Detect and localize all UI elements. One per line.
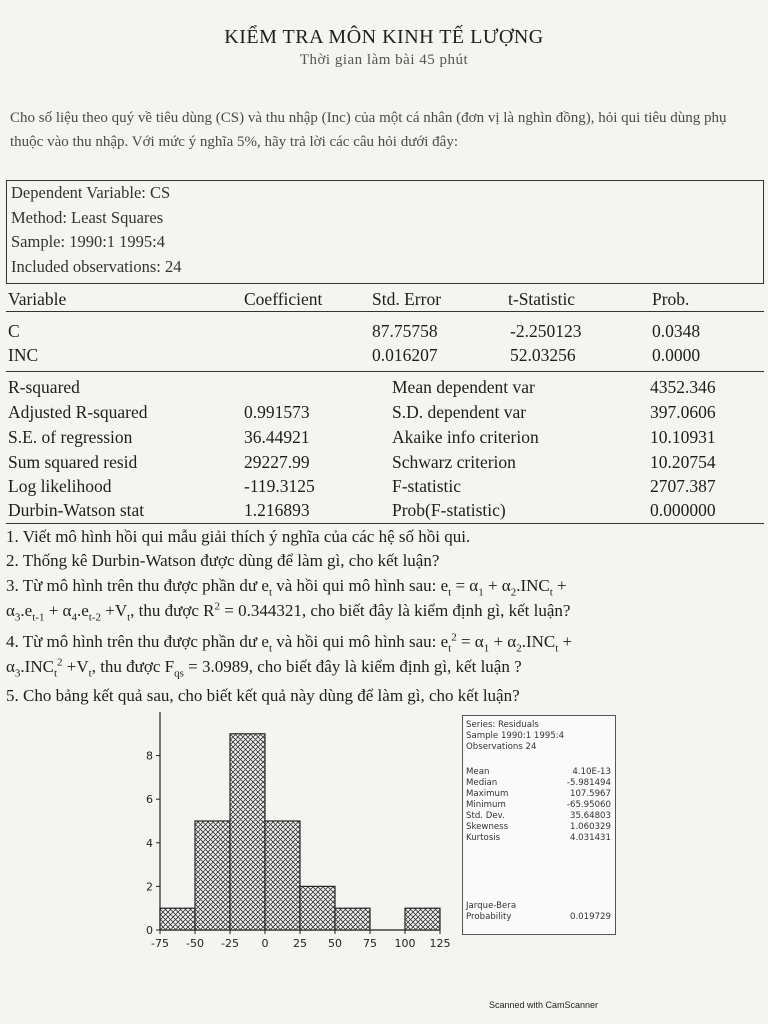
stats-prob-label: Probability xyxy=(466,912,512,922)
y-tick-label: 2 xyxy=(146,880,153,894)
stat-value: 10.20754 xyxy=(650,452,716,472)
info-method: Method: Least Squares xyxy=(11,207,164,227)
question-3-line-2: $\alpha_3.e_{t-1} + \alpha_4.e_{t-2} +V_t$, thu được $R^2 = 0.344321$, cho biết đây là kiểm định gì, kết luận? xyxy=(6,600,571,624)
stats-value: 107.5967 xyxy=(569,789,611,799)
y-tick-label: 8 xyxy=(146,749,153,763)
stats-value: 1.060329 xyxy=(569,822,611,832)
row-std-error: 0.016207 xyxy=(372,345,438,365)
x-tick-label: 75 xyxy=(363,937,377,950)
stats-value: 4.10E-13 xyxy=(572,767,611,777)
histogram-bar xyxy=(405,908,440,930)
stat-label: F-statistic xyxy=(392,476,462,496)
intro-text: Cho số liệu theo quý về tiêu dùng (CS) và thu nhập (Inc) của một cá nhân (đơn vị là nghìn đồng), hỏi qui tiêu dùng phụ thuộc vào thu nhập. Với mức ý nghĩa 5%, hãy trả lời các câu hỏi dưới đây: xyxy=(10,110,727,150)
stats-value: 4.031431 xyxy=(569,833,611,843)
stat-label: Sum squared resid xyxy=(8,452,138,472)
row-prob: 0.0348 xyxy=(652,321,701,341)
question-3-line-1: 3. Từ mô hình trên thu được phần dư $e_t$ và hồi qui mô hình sau: $e_t = \alpha_1 + \alpha_2.INC_t$ + xyxy=(6,576,567,599)
stat-label: S.E. of regression xyxy=(8,427,133,447)
histogram-bar xyxy=(230,734,265,930)
histogram-bar xyxy=(195,821,230,930)
stat-value: -119.3125 xyxy=(244,476,315,496)
stat-value: 10.10931 xyxy=(650,427,716,447)
page-title: KIỂM TRA MÔN KINH TẾ LƯỢNG xyxy=(224,26,544,48)
stats-label: Mean xyxy=(466,767,490,777)
histogram-bar xyxy=(160,908,195,930)
stats-sample: Sample 1990:1 1995:4 xyxy=(466,731,565,741)
row-variable: INC xyxy=(8,345,39,365)
residual-histogram xyxy=(138,702,451,956)
col-coefficient: Coefficient xyxy=(244,289,323,309)
stats-observations: Observations 24 xyxy=(466,742,537,752)
stat-value: 29227.99 xyxy=(244,452,310,472)
stat-label: R-squared xyxy=(8,377,80,397)
row-std-error: 87.75758 xyxy=(372,321,438,341)
x-tick-label: 25 xyxy=(293,937,307,950)
stat-value: 1.216893 xyxy=(244,500,310,520)
stats-label: Kurtosis xyxy=(466,833,501,843)
stat-label: Schwarz criterion xyxy=(392,452,516,472)
page-subtitle: Thời gian làm bài 45 phút xyxy=(299,52,469,68)
stat-label: S.D. dependent var xyxy=(392,402,527,422)
stats-label: Median xyxy=(466,778,498,788)
stat-value: 36.44921 xyxy=(244,427,310,447)
question-5: 5. Cho bảng kết quả sau, cho biết kết quả này dùng để làm gì, cho kết luận? xyxy=(6,686,520,705)
y-tick-label: 6 xyxy=(146,793,153,807)
question-4-line-2: $\alpha_3.INC_t^2 +V_t$, thu được $F_{qs} = 3.0989$, cho biết đây là kiểm định gì, kết luận ? xyxy=(6,656,522,680)
y-tick-label: 4 xyxy=(146,836,153,850)
info-observations: Included observations: 24 xyxy=(11,256,182,276)
stat-label: Prob(F-statistic) xyxy=(392,500,506,520)
stats-jb-label: Jarque-Bera xyxy=(466,901,517,911)
stat-value: 4352.346 xyxy=(650,377,716,397)
x-tick-label: 50 xyxy=(328,937,342,950)
x-tick-label: 125 xyxy=(429,937,451,950)
question-4-line-1: 4. Từ mô hình trên thu được phần dư $e_t$ và hồi qui mô hình sau: $e_t^2 = \alpha_1 + \alpha_2.INC_t$ + xyxy=(6,631,573,655)
regression-info-box xyxy=(6,180,764,284)
row-variable: C xyxy=(8,321,20,341)
x-tick-label: -25 xyxy=(221,937,239,950)
stats-prob-value: 0.019729 xyxy=(569,912,611,922)
col-prob: Prob. xyxy=(652,289,690,309)
stat-value: 0.000000 xyxy=(650,500,716,520)
stats-label: Skewness xyxy=(466,822,509,832)
stats-label: Maximum xyxy=(466,789,509,799)
table-rule xyxy=(6,523,764,524)
col-variable: Variable xyxy=(8,289,67,309)
stat-value: 397.0606 xyxy=(650,402,716,422)
table-rule xyxy=(6,371,764,372)
info-sample: Sample: 1990:1 1995:4 xyxy=(11,232,165,251)
question-2: 2. Thống kê Durbin-Watson được dùng để làm gì, cho kết luận? xyxy=(6,551,440,570)
stats-value: 35.64803 xyxy=(569,811,611,821)
info-dependent: Dependent Variable: CS xyxy=(11,183,171,202)
stat-value: 0.991573 xyxy=(244,402,310,422)
row-prob: 0.0000 xyxy=(652,345,701,365)
scanner-watermark: Scanned with CamScanner xyxy=(488,1000,598,1010)
table-rule xyxy=(6,311,764,312)
y-tick-label: 0 xyxy=(146,924,153,937)
histogram-bar xyxy=(265,821,300,930)
row-t-statistic: -2.250123 xyxy=(510,321,582,341)
stat-value: 2707.387 xyxy=(650,476,716,496)
x-tick-label: -75 xyxy=(151,937,169,950)
stat-label: Durbin-Watson stat xyxy=(8,500,145,520)
x-tick-label: -50 xyxy=(186,937,204,950)
x-tick-label: 0 xyxy=(261,937,269,950)
stats-value: -5.981494 xyxy=(566,778,611,788)
stats-series: Series: Residuals xyxy=(466,720,539,730)
col-std-error: Std. Error xyxy=(372,289,442,309)
histogram-bar xyxy=(335,908,370,930)
stats-label: Minimum xyxy=(466,800,506,810)
question-1: 1. Viết mô hình hồi qui mẫu giải thích ý nghĩa của các hệ số hồi qui. xyxy=(6,527,471,546)
histogram-bar xyxy=(300,886,335,930)
stats-label: Std. Dev. xyxy=(466,811,505,821)
stat-label: Adjusted R-squared xyxy=(8,402,148,422)
x-tick-label: 100 xyxy=(394,937,416,950)
row-t-statistic: 52.03256 xyxy=(510,345,576,365)
col-t-statistic: t-Statistic xyxy=(508,289,576,309)
table-rule xyxy=(6,283,764,284)
stat-label: Log likelihood xyxy=(8,476,112,496)
residual-stats-box xyxy=(462,715,616,935)
stat-label: Mean dependent var xyxy=(392,377,535,397)
stats-value: -65.95060 xyxy=(566,800,611,810)
stat-label: Akaike info criterion xyxy=(392,427,539,447)
